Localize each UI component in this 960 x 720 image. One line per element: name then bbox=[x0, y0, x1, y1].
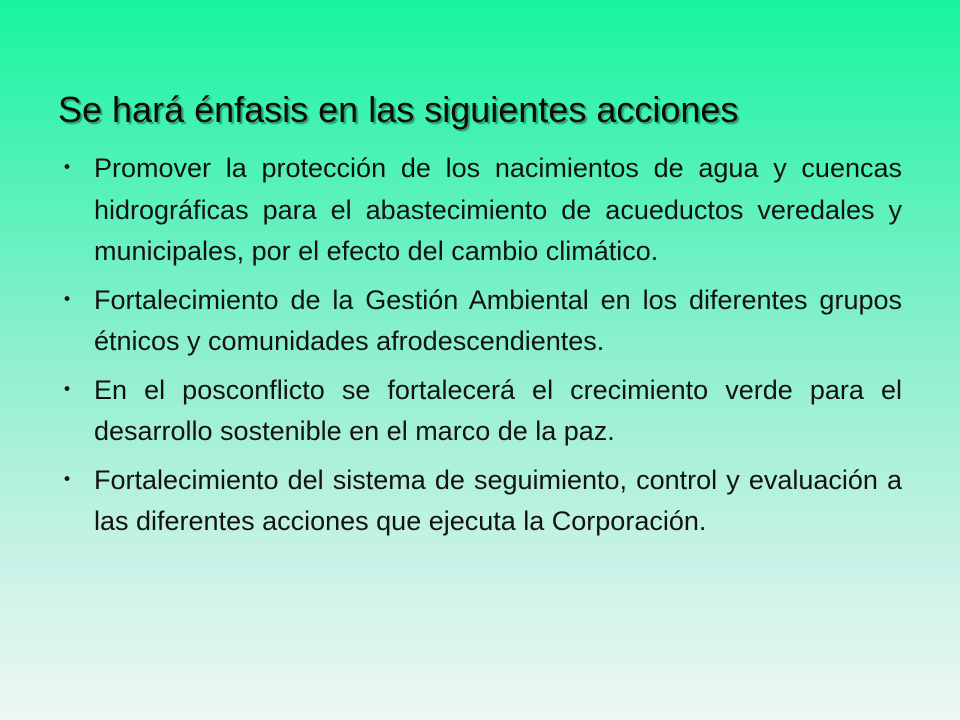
bullet-text: Fortalecimiento de la Gestión Ambiental en los diferentes grupos étnicos y comunidades afrodescendientes. bbox=[94, 284, 902, 356]
bullet-icon: • bbox=[62, 158, 73, 178]
bullet-item-environmental-management bbox=[52, 280, 902, 363]
bullet-item-green-growth bbox=[52, 370, 902, 453]
bullet-icon: • bbox=[62, 289, 73, 310]
bullet-item-water-protection bbox=[52, 148, 902, 273]
bullet-text: Promover la protección de los nacimientos de agua y cuencas hidrográficas para el abastecimiento de acueductos veredales y municipales, por el efecto del cambio climático. bbox=[94, 153, 902, 266]
bullet-item-monitoring-system bbox=[52, 460, 902, 543]
bullet-text: En el posconflicto se fortalecerá el crecimiento verde para el desarrollo sostenible en el marco de la paz. bbox=[94, 374, 902, 446]
bullet-icon: • bbox=[62, 379, 73, 400]
bullet-icon: • bbox=[62, 469, 73, 490]
bullet-list bbox=[52, 148, 902, 550]
slide-title: Se hará énfasis en las siguientes acciones bbox=[58, 89, 739, 130]
bullet-text: Fortalecimiento del sistema de seguimiento, control y evaluación a las diferentes acciones que ejecuta la Corporación. bbox=[94, 464, 902, 536]
